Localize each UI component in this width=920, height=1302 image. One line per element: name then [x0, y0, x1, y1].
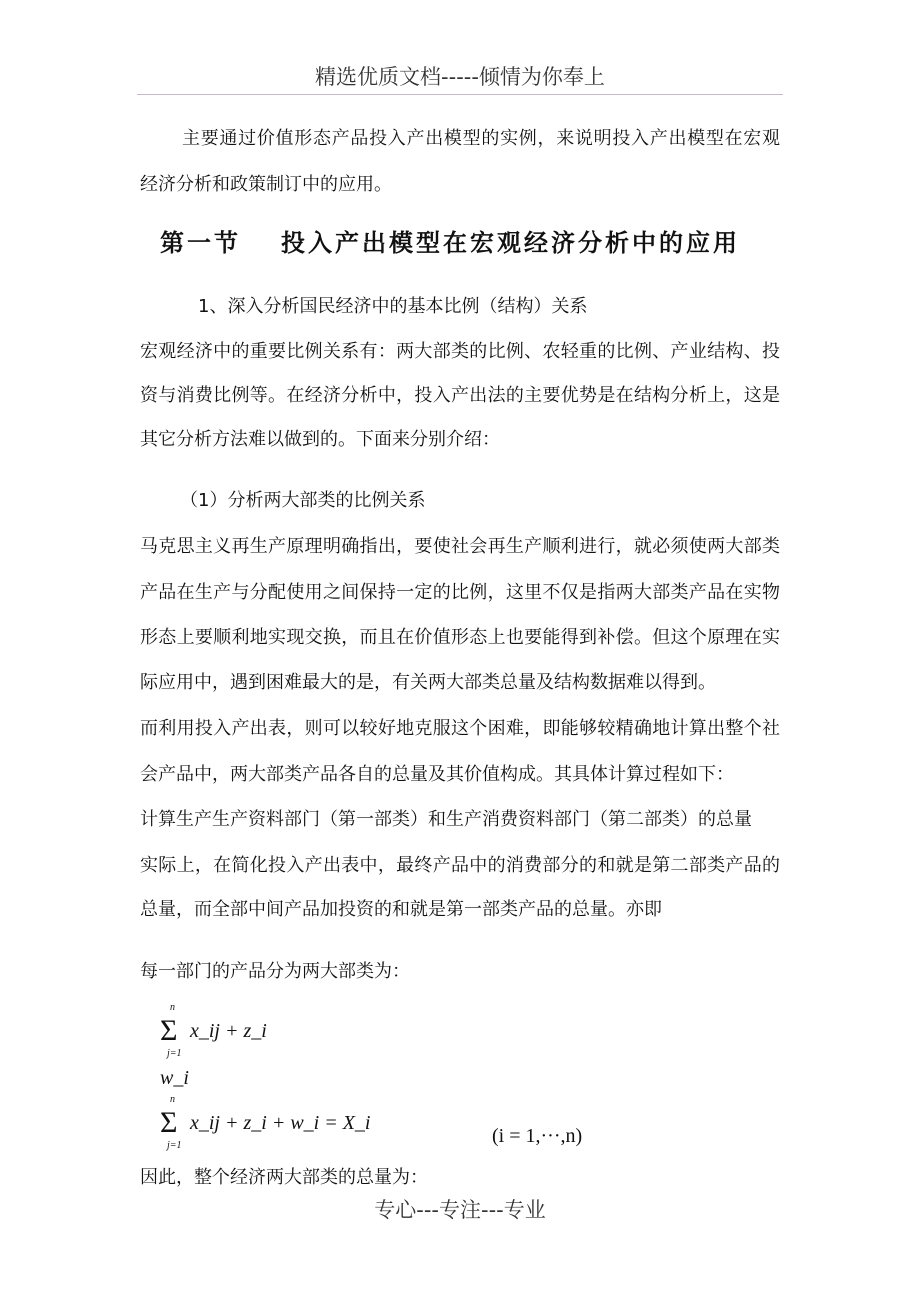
paragraph-line: 际应用中，遇到困难最大的是，有关两大部类总量及结构数据难以得到。 — [140, 672, 716, 693]
paragraph-line: 宏观经济中的重要比例关系有：两大部类的比例、农轻重的比例、产业结构、投 — [140, 341, 780, 362]
paragraph-line: 资与消费比例等。在经济分析中，投入产出法的主要优势是在结构分析上，这是 — [140, 385, 780, 406]
sum-upper: n — [170, 1002, 175, 1013]
paragraph-line: 计算生产生产资料部门（第一部类）和生产消费资料部门（第二部类）的总量 — [140, 809, 752, 830]
paragraph-line: 产品在生产与分配使用之间保持一定的比例，这里不仅是指两大部类产品在实物 — [140, 582, 780, 603]
sigma-symbol: Σ — [160, 1014, 178, 1047]
paragraph-line: 因此，整个经济两大部类的总量为： — [140, 1167, 428, 1188]
subheading: （1）分析两大部类的比例关系 — [180, 490, 426, 511]
section-number: 第一节 — [160, 228, 241, 257]
page-header: 精选优质文档-----倾情为你奉上 — [315, 65, 605, 89]
paragraph-line: 而利用投入产出表，则可以较好地克服这个困难，即能够较精确地计算出整个社 — [140, 718, 780, 739]
sum-lower: j=1 — [167, 1140, 182, 1151]
sigma-symbol: Σ — [160, 1106, 178, 1139]
formula-2: w_i — [160, 1067, 189, 1089]
subheading: 1、深入分析国民经济中的基本比例（结构）关系 — [198, 296, 588, 317]
paragraph-line: 总量，而全部中间产品加投资的和就是第一部类产品的总量。亦即 — [140, 899, 662, 920]
section-heading — [160, 228, 740, 258]
page-footer: 专心---专注---专业 — [374, 1198, 546, 1222]
header-divider — [137, 94, 783, 95]
intro-line: 主要通过价值形态产品投入产出模型的实例，来说明投入产出模型在宏观 — [182, 128, 780, 149]
paragraph-line: 马克思主义再生产原理明确指出，要使社会再生产顺利进行，就必须使两大部类 — [140, 536, 780, 557]
paragraph-line: 每一部门的产品分为两大部类为： — [140, 961, 410, 982]
paragraph-line: 会产品中，两大部类产品各自的总量及其价值构成。其具体计算过程如下： — [140, 764, 734, 785]
section-title: 投入产出模型在宏观经济分析中的应用 — [281, 228, 740, 257]
sum-upper: n — [170, 1094, 175, 1105]
formula-text: x_ij + z_i — [190, 1020, 267, 1042]
paragraph-line: 其它分析方法难以做到的。下面来分别介绍： — [140, 429, 500, 450]
sum-lower: j=1 — [167, 1048, 182, 1059]
formula-text: x_ij + z_i + w_i = X_i — [190, 1112, 371, 1134]
formula-condition: (i = 1,···,n) — [492, 1125, 583, 1147]
paragraph-line: 实际上，在简化投入产出表中，最终产品中的消费部分的和就是第二部类产品的 — [140, 855, 780, 876]
intro-line: 经济分析和政策制订中的应用。 — [140, 174, 392, 195]
paragraph-line: 形态上要顺利地实现交换，而且在价值形态上也要能得到补偿。但这个原理在实 — [140, 627, 780, 648]
